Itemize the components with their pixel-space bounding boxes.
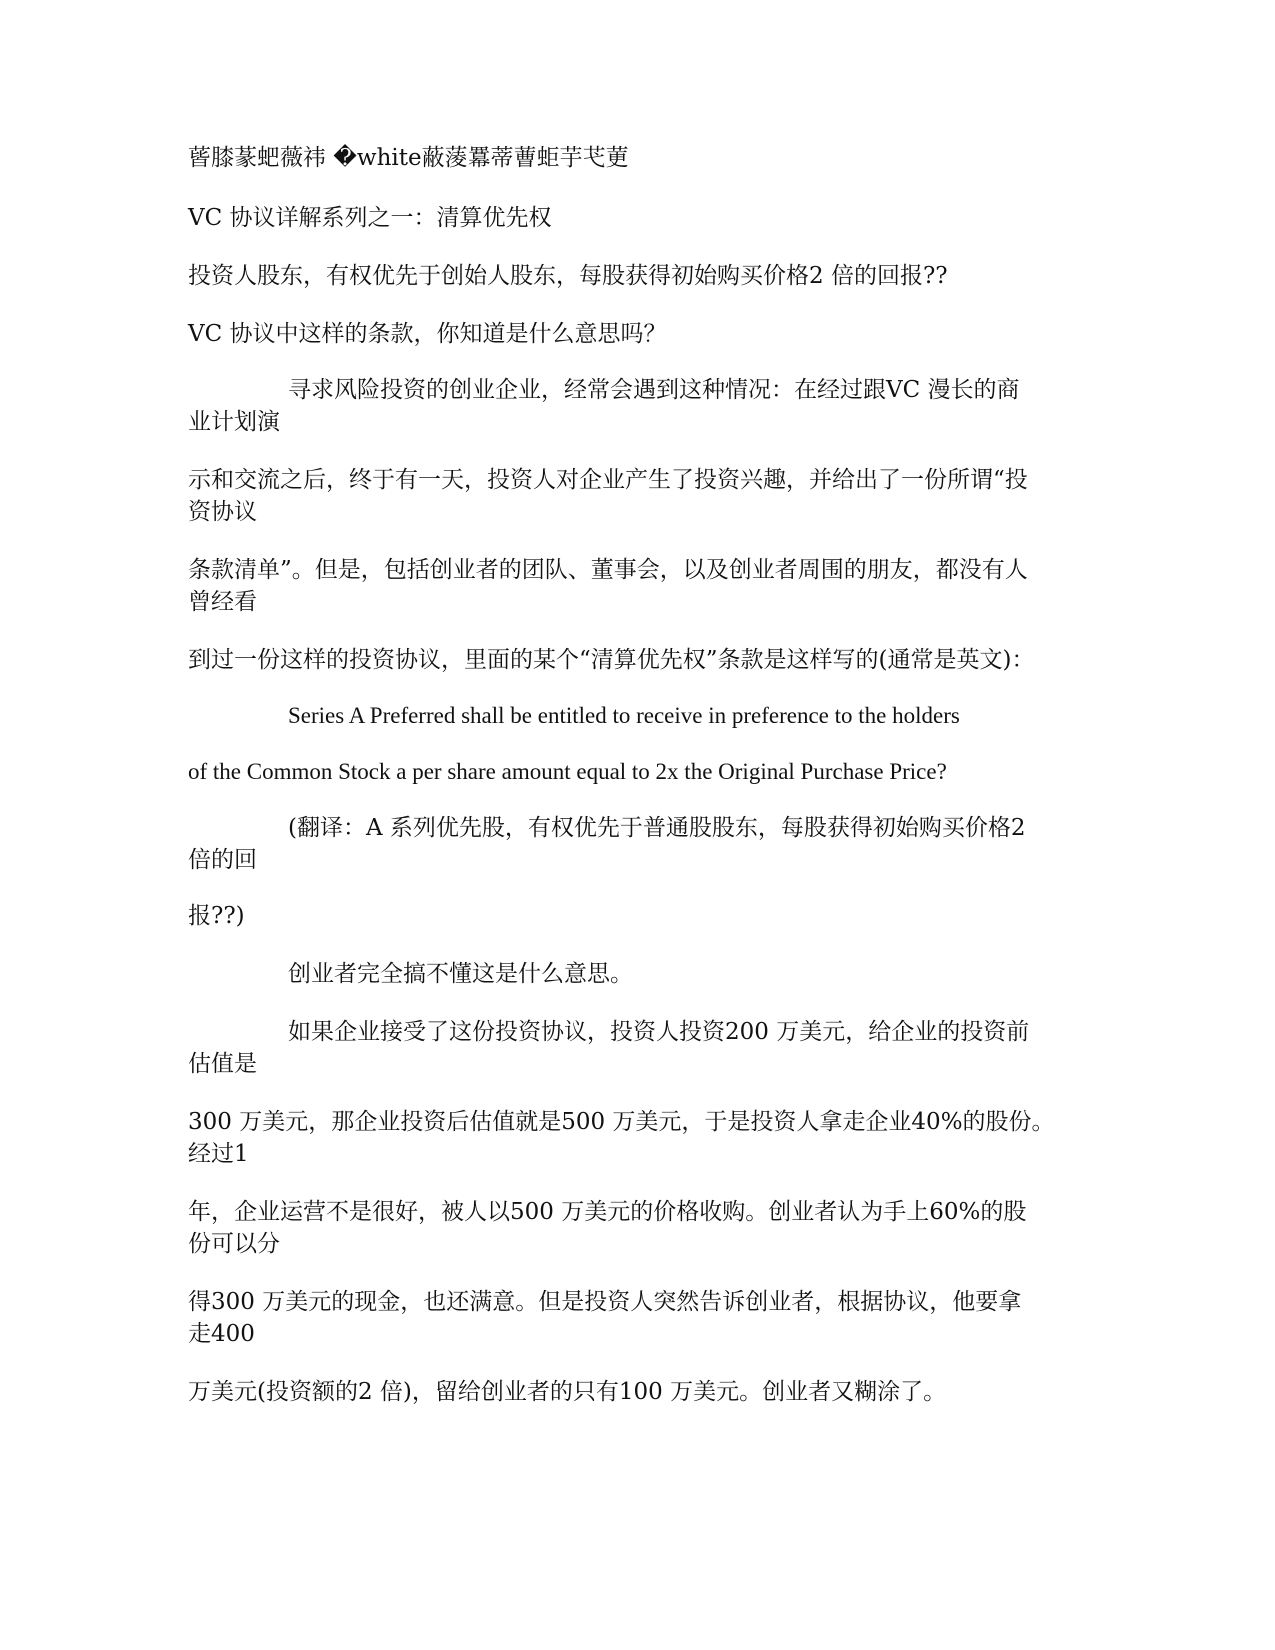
english-clause-line: Series A Preferred shall be entitled to receive in preference to the holders bbox=[288, 703, 960, 728]
paragraph-line: 创业者完全搞不懂这是什么意思。 bbox=[288, 961, 633, 987]
paragraph-line: 到过一份这样的投资协议，里面的某个“清算优先权”条款是这样写的(通常是英文)： bbox=[188, 647, 1035, 673]
paragraph-line: VC 协议中这样的条款，你知道是什么意思吗？ bbox=[188, 321, 667, 347]
paragraph-line: 资协议 bbox=[188, 499, 257, 525]
paragraph-line: 经过1 bbox=[188, 1141, 249, 1167]
document-title: VC 协议详解系列之一：清算优先权 bbox=[188, 205, 552, 231]
paragraph-line: 如果企业接受了这份投资协议，投资人投资200 万美元，给企业的投资前 bbox=[288, 1019, 1030, 1045]
translation-line: (翻译：A 系列优先股，有权优先于普通股股东，每股获得初始购买价格2 bbox=[288, 815, 1026, 841]
paragraph-line: 万美元(投资额的2 倍)，留给创业者的只有100 万美元。创业者又糊涂了。 bbox=[188, 1379, 947, 1405]
paragraph-line: 业计划演 bbox=[188, 409, 280, 435]
translation-line: 报??) bbox=[188, 903, 245, 929]
paragraph-line: 走400 bbox=[188, 1321, 255, 1347]
paragraph-line: 条款清单”。但是，包括创业者的团队、董事会，以及创业者周围的朋友，都没有人 bbox=[188, 557, 1028, 583]
paragraph-line: 份可以分 bbox=[188, 1231, 280, 1257]
paragraph-line: 寻求风险投资的创业企业，经常会遇到这种情况：在经过跟VC 漫长的商 bbox=[288, 377, 1020, 403]
paragraph-line: 曾经看 bbox=[188, 589, 257, 615]
paragraph-line: 示和交流之后，终于有一天，投资人对企业产生了投资兴趣，并给出了一份所谓“投 bbox=[188, 467, 1028, 493]
paragraph-line: 年，企业运营不是很好，被人以500 万美元的价格收购。创业者认为手上60%的股 bbox=[188, 1199, 1027, 1225]
paragraph-line: 估值是 bbox=[188, 1051, 257, 1077]
paragraph-line: 投资人股东，有权优先于创始人股东，每股获得初始购买价格2 倍的回报?? bbox=[188, 263, 948, 289]
paragraph-line: 300 万美元，那企业投资后估值就是500 万美元，于是投资人拿走企业40%的股份。 bbox=[188, 1109, 1055, 1135]
garbled-header-line: 蒈膝蒃蚆薇祎 �white蔽蔆羃蒂蓸蚷芋芅莄 bbox=[188, 145, 629, 171]
english-clause-line: of the Common Stock a per share amount equal to 2x the Original Purchase Price? bbox=[188, 759, 947, 784]
translation-line: 倍的回 bbox=[188, 847, 257, 873]
paragraph-line: 得300 万美元的现金，也还满意。但是投资人突然告诉创业者，根据协议，他要拿 bbox=[188, 1289, 1022, 1315]
